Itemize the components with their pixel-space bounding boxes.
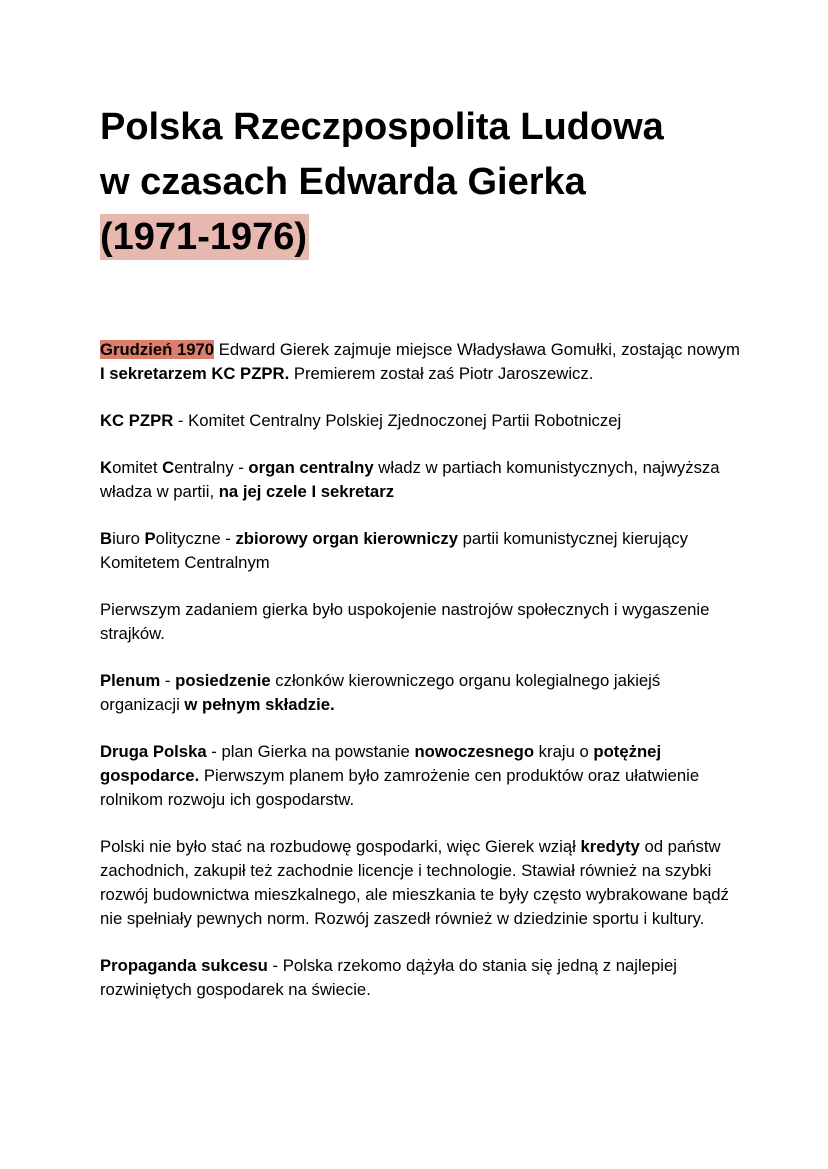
paragraph-kc-pzpr: KC PZPR - Komitet Centralny Polskiej Zjednoczonej Partii Robotniczej <box>100 411 622 430</box>
document-body <box>100 338 740 1025</box>
title-years-highlight: (1971-1976) <box>100 216 308 258</box>
date-highlight: Grudzień 1970 <box>100 340 215 359</box>
title-line-2: w czasach Edwarda Gierka <box>100 161 586 203</box>
paragraph-first-task: Pierwszym zadaniem gierka było uspokojenie nastrojów społecznych i wygaszenie strajków. <box>100 600 710 643</box>
paragraph-gierek-succession: Grudzień 1970 Edward Gierek zajmuje miejsce Władysława Gomułki, zostając nowym I sekretarzem KC PZPR. Premierem został zaś Piotr Jaroszewicz. <box>100 340 740 383</box>
paragraph-komitet-centralny: Komitet Centralny - organ centralny władz w partiach komunistycznych, najwyższa władza w partii, na jej czele I sekretarz <box>100 458 720 501</box>
document-title <box>100 100 780 265</box>
paragraph-biuro-polityczne: Biuro Polityczne - zbiorowy organ kierowniczy partii komunistycznej kierujący Komitetem Centralnym <box>100 529 688 572</box>
title-line-3 <box>100 210 780 265</box>
paragraph-credits: Polski nie było stać na rozbudowę gospodarki, więc Gierek wziął kredyty od państw zachodnich, zakupił też zachodnie licencje i technologie. Stawiał również na szybki rozwój budownictwa mieszkalnego, ale mieszkania te były często wybrakowane bądź nie spełniały pewnych norm. Rozwój zaszedł również w dziedzinie sportu i kultury. <box>100 837 729 928</box>
paragraph-propaganda: Propaganda sukcesu - Polska rzekomo dążyła do stania się jedną z najlepiej rozwiniętych gospodarek na świecie. <box>100 956 677 999</box>
term-propaganda-sukcesu: Propaganda sukcesu <box>100 956 268 975</box>
paragraph-plenum: Plenum - posiedzenie członków kierowniczego organu kolegialnego jakiejś organizacji w pełnym składzie. <box>100 671 661 714</box>
paragraph-druga-polska: Druga Polska - plan Gierka na powstanie nowoczesnego kraju o potężnej gospodarce. Pierwszym planem było zamrożenie cen produktów oraz ułatwienie rolnikom rozwoju ich gospodarstw. <box>100 742 700 809</box>
title-line-1: Polska Rzeczpospolita Ludowa <box>100 106 664 148</box>
term-druga-polska: Druga Polska <box>100 742 207 761</box>
term-kc-pzpr: KC PZPR <box>100 411 174 430</box>
term-plenum: Plenum <box>100 671 161 690</box>
